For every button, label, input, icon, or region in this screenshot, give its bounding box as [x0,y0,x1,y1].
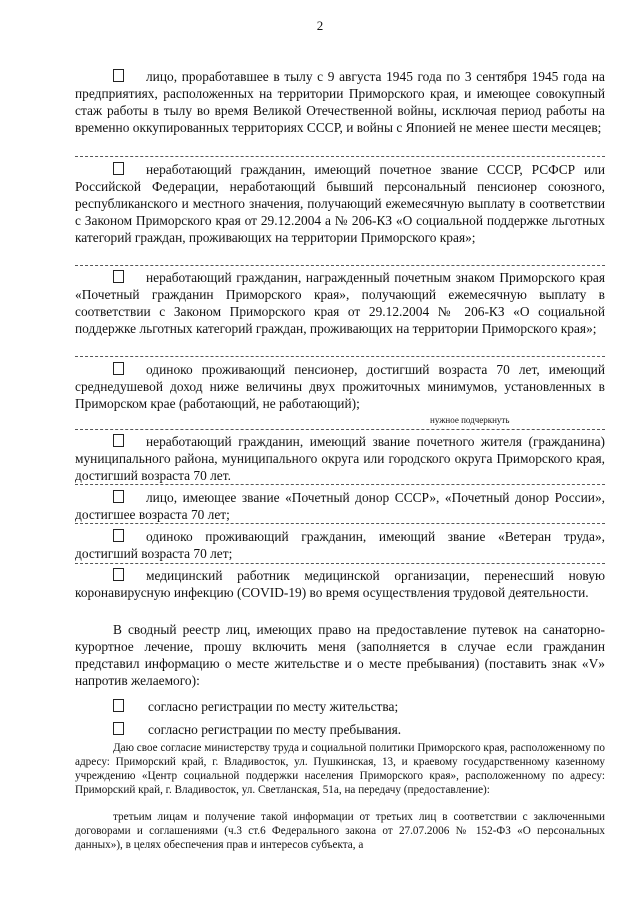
category-text: одиноко проживающий гражданин, имеющий звание «Ветеран труда», достигший возраста 70 лет; [75,529,605,561]
category-text: неработающий гражданин, имеющий почетное звание СССР, РСФСР или Российской Федерации, неработающий бывший персональный пенсионер союзного, республиканского и местного значения, получающий ежемесячную выплату в соответствии с Законом Приморского края от 29.12.2004 а № 206-КЗ «О социальной поддержке льготных категорий граждан, проживающих на территории Приморского края»; [75,162,605,245]
consent-paragraph: Даю свое согласие министерству труда и социальной политики Приморского края, расположенному по адресу: Приморский край, г. Владивосток, ул. Пушкинская, 13, и краевому государственному казенному учреждению «Центр социальной поддержки населения Приморского края», расположенному по адресу: Приморский край, г. Владивосток, ул. Светланская, 51а, на передачу (предоставление): [75,742,605,796]
category-text: медицинский работник медицинской организации, перенесший новую коронавирусную инфекцию (COVID-19) во время осуществления трудовой деятельности. [75,568,605,600]
option-label: согласно регистрации по месту жительства; [148,699,399,714]
separator [75,484,605,485]
separator [75,563,605,564]
category-item [75,361,605,412]
checkbox[interactable] [113,490,124,503]
category-text: лицо, имеющее звание «Почетный донор СССР», «Почетный донор России», достигшее возраста 70 лет; [75,490,605,522]
checkbox[interactable] [113,568,124,581]
separator [75,265,605,266]
checkbox[interactable] [113,434,124,447]
page-number: 2 [316,18,324,33]
option-residence [113,698,398,715]
checkbox[interactable] [113,722,124,735]
checkbox[interactable] [113,699,124,712]
registry-paragraph: В сводный реестр лиц, имеющих право на предоставление путевок на санаторно-курортное лечение, прошу включить меня (заполняется в случае если гражданин представил информацию о месте жительстве и о месте пребывания) (поставить знак «V» напротив желаемого): [75,622,605,688]
separator [75,156,605,157]
category-item [75,528,605,562]
category-item [75,433,605,484]
category-item [75,161,605,246]
category-text: лицо, проработавшее в тылу с 9 августа 1945 года по 3 сентября 1945 года на предприятиях, расположенных на территории Приморского края, и имеющее совокупный стаж работы в тылу во время Великой Отечественной войны, исключая период работы на временно оккупированных территориях СССР, и войны с Японией не менее шести месяцев; [75,69,605,135]
category-item [75,68,605,136]
option-label: согласно регистрации по месту пребывания. [148,722,402,737]
category-text: одиноко проживающий пенсионер, достигший возраста 70 лет, имеющий среднедушевой доход ниже величины двух прожиточных минимумов, установленных в Приморском крае (работающий, не работающий); [75,362,605,411]
underline-note: нужное подчеркнуть [430,415,510,425]
separator [75,356,605,357]
consent-continuation: третьим лицам и получение такой информации от третьих лиц в соответствии с заключенными договорами и соглашениями (ч.3 ст.6 Федерального закона от 27.07.2006 № 152-ФЗ «О персональных данных»), в целях обеспечения прав и интересов субъекта, а [75,811,605,851]
separator [75,523,605,524]
category-text: неработающий гражданин, награжденный почетным знаком Приморского края «Почетный гражданин Приморского края», получающий ежемесячную выплату в соответствии с Законом Приморского края от 29.12.2004 № 206-КЗ «О социальной поддержке льготных категорий граждан, проживающих на территории Приморского края»; [75,270,605,336]
checkbox[interactable] [113,162,124,175]
category-item [75,269,605,337]
category-text: неработающий гражданин, имеющий звание почетного жителя (гражданина) муниципального района, муниципального округа или городского округа Приморского края, достигший возраста 70 лет. [75,434,605,483]
option-stay [113,721,401,738]
checkbox[interactable] [113,529,124,542]
category-item [75,489,605,523]
category-item [75,567,605,601]
checkbox[interactable] [113,69,124,82]
checkbox[interactable] [113,270,124,283]
separator [75,429,605,430]
checkbox[interactable] [113,362,124,375]
